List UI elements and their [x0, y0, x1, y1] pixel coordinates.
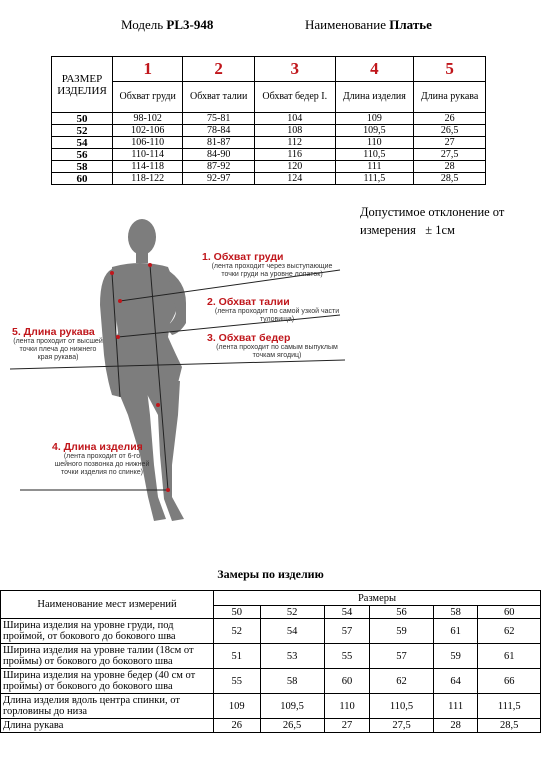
size-value-cell: 26,5 [414, 125, 486, 137]
size-cell: 54 [52, 137, 113, 149]
measurement-value: 109 [214, 694, 261, 719]
size-column-header: РАЗМЕР ИЗДЕЛИЯ [52, 57, 113, 113]
col-num-2: 2 [183, 57, 255, 82]
callout-hips [207, 332, 347, 360]
measurement-value: 57 [324, 619, 370, 644]
col-label-2: Обхват талии [183, 82, 255, 113]
chest-point [118, 299, 122, 303]
size-value-cell: 109 [335, 113, 414, 125]
name-value: Платье [389, 17, 432, 32]
size-value-cell: 110 [335, 137, 414, 149]
name-label: Наименование [305, 17, 386, 32]
size-value-cell: 111 [335, 161, 414, 173]
size-value-cell: 75-81 [183, 113, 255, 125]
measurement-value: 111,5 [478, 694, 541, 719]
measurement-value: 111 [433, 694, 478, 719]
size-value-cell: 28,5 [414, 173, 486, 185]
table-row [1, 669, 541, 694]
product-table-title: Замеры по изделию [217, 567, 324, 581]
size-value-cell: 92-97 [183, 173, 255, 185]
col-label-5: Длина рукава [414, 82, 486, 113]
callout-chest-desc: (лента проходит через выступающие точки груди на уровне лопаток) [211, 263, 333, 278]
measurement-value: 27,5 [370, 719, 433, 733]
callout-hips-title: 3. Обхват бедер [207, 332, 291, 344]
size-value-cell: 111,5 [335, 173, 414, 185]
col-num-4: 4 [335, 57, 414, 82]
size-value-cell: 28 [414, 161, 486, 173]
size-cell: 50 [52, 113, 113, 125]
measurement-value: 55 [214, 669, 261, 694]
tolerance-line1: Допустимое отклонение от [360, 205, 505, 219]
size-value-cell: 116 [254, 149, 335, 161]
callout-waist [207, 296, 347, 324]
measurement-value: 66 [478, 669, 541, 694]
measurement-value: 62 [370, 669, 433, 694]
table-row [1, 644, 541, 669]
measurement-name-header: Наименование мест измерений [1, 591, 214, 619]
neck-point [148, 263, 152, 267]
measurement-label: Длина рукава [1, 719, 214, 733]
model-label: Модель [121, 17, 164, 32]
callout-length [52, 441, 152, 477]
knee-point [156, 403, 160, 407]
table-row [1, 694, 541, 719]
size-value-cell: 110-114 [113, 149, 183, 161]
name-header [305, 17, 432, 33]
measurement-value: 60 [324, 669, 370, 694]
measurement-value: 64 [433, 669, 478, 694]
callout-hips-desc: (лента проходит по самым выпуклым точкам ягодиц) [216, 344, 338, 359]
size-row [52, 149, 486, 161]
size-value-cell: 110,5 [335, 149, 414, 161]
figure-neck [136, 251, 148, 263]
size-value-cell: 84-90 [183, 149, 255, 161]
callout-sleeve-desc: (лента проходит от высшей точки плеча до нижнего края рукава) [13, 338, 103, 361]
callout-waist-title: 2. Обхват талии [207, 296, 290, 308]
col-label-4: Длина изделия [335, 82, 414, 113]
size-cell: 56 [52, 149, 113, 161]
measurement-value: 53 [260, 644, 324, 669]
size-value-cell: 108 [254, 125, 335, 137]
measurement-value: 59 [433, 644, 478, 669]
waist-point [116, 335, 120, 339]
measurement-value: 58 [260, 669, 324, 694]
callout-chest [202, 251, 342, 279]
size-cell: 52 [52, 125, 113, 137]
size-value-cell: 104 [254, 113, 335, 125]
measurement-value: 57 [370, 644, 433, 669]
size-value-cell: 106-110 [113, 137, 183, 149]
measurement-value: 59 [370, 619, 433, 644]
sizes-header: Размеры [214, 591, 541, 606]
callout-chest-title: 1. Обхват груди [202, 251, 284, 263]
size-value-cell: 118-122 [113, 173, 183, 185]
callout-length-title: 4. Длина изделия [52, 441, 143, 453]
callout-waist-desc: (лента проходит по самой узкой части туловища) [214, 308, 340, 323]
measurement-value: 110,5 [370, 694, 433, 719]
measurement-label: Ширина изделия на уровне груди, под проймой, от бокового до бокового шва [1, 619, 214, 644]
col-label-3: Обхват бедер I. [254, 82, 335, 113]
size-table [51, 56, 486, 185]
measurement-label: Ширина изделия на уровне талии (18см от проймы) от бокового до бокового шва [1, 644, 214, 669]
measurement-value: 62 [478, 619, 541, 644]
size-row [52, 137, 486, 149]
shoulder-point [110, 271, 114, 275]
col-num-3: 3 [254, 57, 335, 82]
measurement-value: 51 [214, 644, 261, 669]
table-row [1, 719, 541, 733]
callout-length-desc: (лента проходит от 6-го шейного позвонка до нижней точки изделия по спинке) [54, 453, 150, 476]
measurement-value: 109,5 [260, 694, 324, 719]
product-table [0, 590, 541, 733]
measurement-value: 55 [324, 644, 370, 669]
size-value-cell: 27 [414, 137, 486, 149]
size-header-cell: 54 [324, 606, 370, 619]
size-row [52, 173, 486, 185]
size-value-cell: 102-106 [113, 125, 183, 137]
tolerance-note [360, 203, 540, 239]
hem-point [166, 488, 170, 492]
size-value-cell: 109,5 [335, 125, 414, 137]
measurement-label: Длина изделия вдоль центра спинки, от горловины до низа [1, 694, 214, 719]
tolerance-line2: измерения [360, 223, 416, 237]
measurement-value: 61 [478, 644, 541, 669]
size-value-cell: 87-92 [183, 161, 255, 173]
size-value-cell: 27,5 [414, 149, 486, 161]
col-num-1: 1 [113, 57, 183, 82]
measurement-value: 26,5 [260, 719, 324, 733]
size-value-cell: 114-118 [113, 161, 183, 173]
measurement-value: 52 [214, 619, 261, 644]
size-cell: 60 [52, 173, 113, 185]
size-value-cell: 120 [254, 161, 335, 173]
model-value: PL3-948 [166, 17, 214, 32]
measurement-value: 26 [214, 719, 261, 733]
tolerance-value: ± 1см [425, 223, 455, 237]
measurement-value: 28,5 [478, 719, 541, 733]
size-header-cell: 60 [478, 606, 541, 619]
size-header-cell: 58 [433, 606, 478, 619]
table-row [1, 619, 541, 644]
col-num-5: 5 [414, 57, 486, 82]
size-header-cell: 52 [260, 606, 324, 619]
measurement-value: 110 [324, 694, 370, 719]
size-header-cell: 50 [214, 606, 261, 619]
size-header-cell: 56 [370, 606, 433, 619]
size-row [52, 161, 486, 173]
size-row [52, 125, 486, 137]
size-value-cell: 26 [414, 113, 486, 125]
figure-head [128, 219, 156, 255]
measurement-value: 27 [324, 719, 370, 733]
size-value-cell: 98-102 [113, 113, 183, 125]
size-value-cell: 124 [254, 173, 335, 185]
measurement-label: Ширина изделия на уровне бедер (40 см от проймы) от бокового до бокового шва [1, 669, 214, 694]
measurement-value: 61 [433, 619, 478, 644]
size-value-cell: 112 [254, 137, 335, 149]
model-header [121, 17, 213, 33]
measurement-value: 28 [433, 719, 478, 733]
size-value-cell: 81-87 [183, 137, 255, 149]
callout-sleeve [12, 326, 104, 362]
size-value-cell: 78-84 [183, 125, 255, 137]
measurement-value: 54 [260, 619, 324, 644]
size-cell: 58 [52, 161, 113, 173]
size-row [52, 113, 486, 125]
col-label-1: Обхват груди [113, 82, 183, 113]
callout-sleeve-title: 5. Длина рукава [12, 326, 95, 338]
